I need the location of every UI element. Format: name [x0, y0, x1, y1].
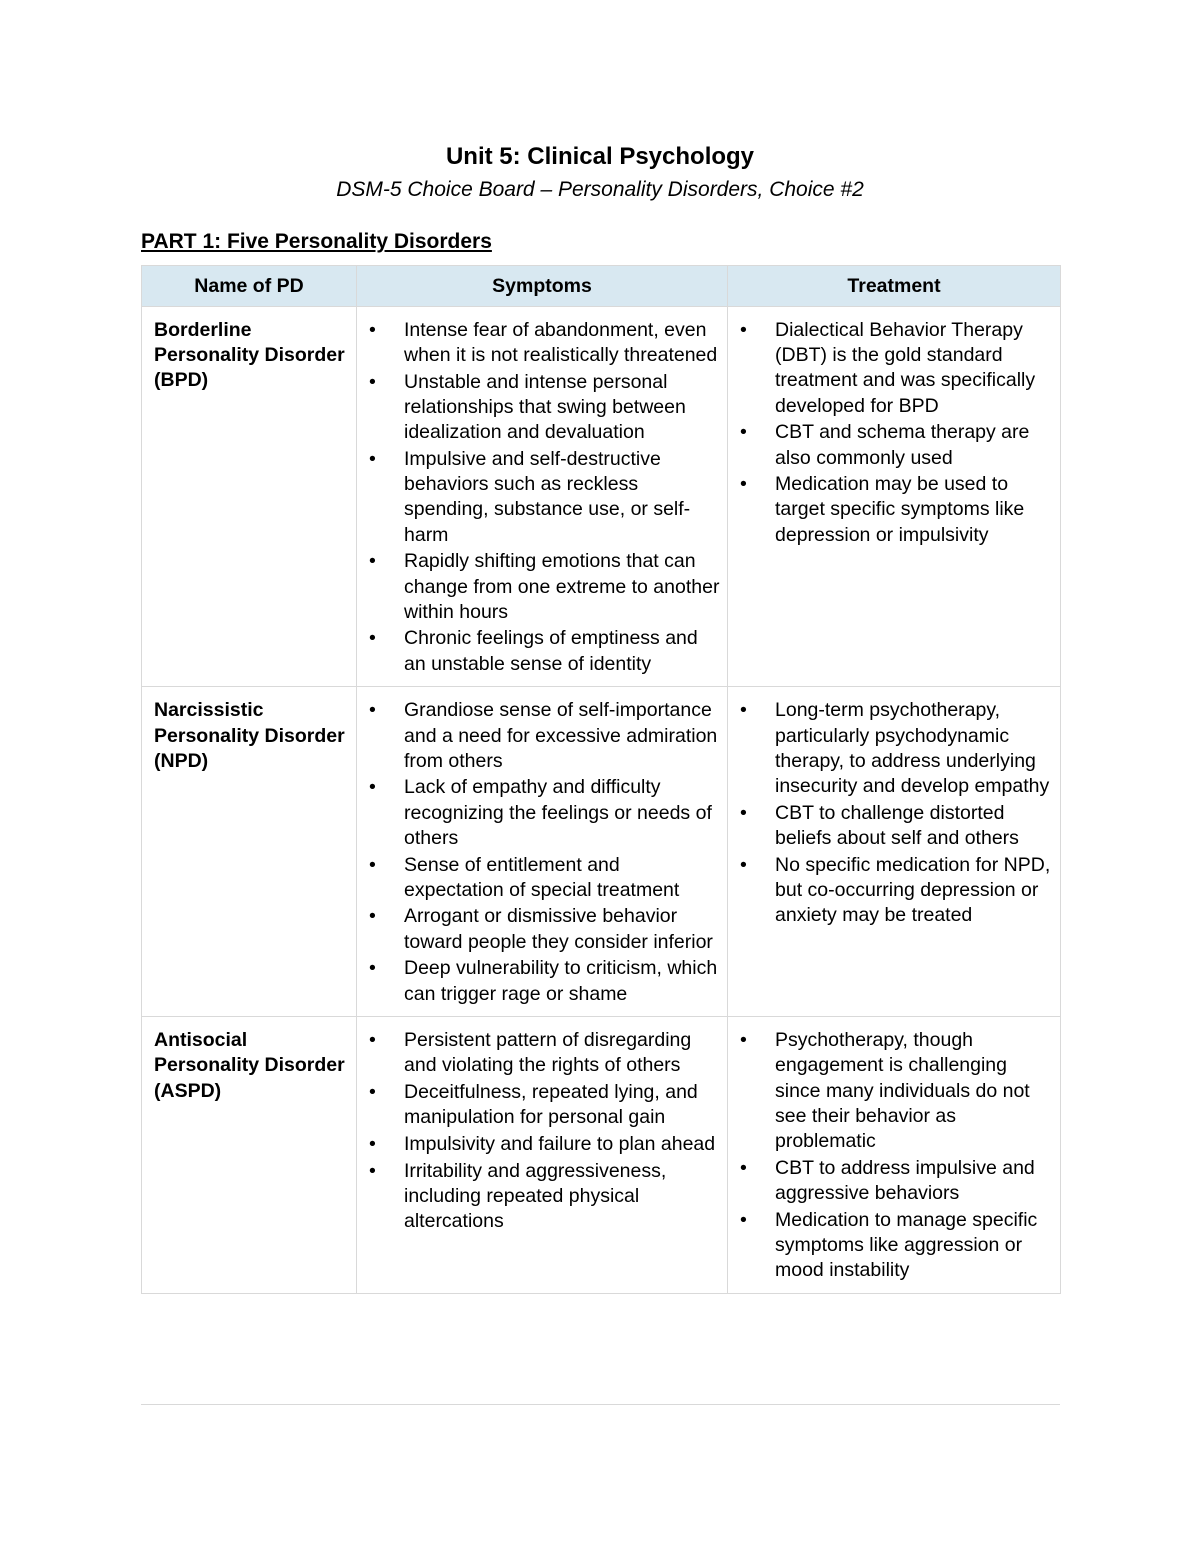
list-item: [367, 626, 721, 676]
treatment-cell: [728, 307, 1061, 687]
treatment-text: CBT to challenge distorted beliefs about self and others: [775, 801, 1019, 849]
document-subtitle: DSM-5 Choice Board – Personality Disorders, Choice #2: [336, 178, 864, 201]
list-item: [367, 1080, 721, 1130]
symptom-text: Chronic feelings of emptiness and an unstable sense of identity: [404, 627, 698, 675]
bullet-icon: •: [369, 853, 376, 876]
symptom-text: Sense of entitlement and expectation of special treatment: [404, 853, 680, 901]
pd-name-cell: [142, 687, 357, 1017]
bullet-icon: •: [369, 319, 376, 341]
bullet-icon: •: [369, 1081, 376, 1104]
list-item: [367, 1159, 721, 1235]
list-item: [367, 775, 721, 851]
treatment-list: [738, 698, 1054, 928]
bullet-icon: •: [740, 473, 747, 496]
list-item: [367, 447, 721, 548]
bullet-icon: •: [740, 319, 747, 341]
symptom-text: Impulsivity and failure to plan ahead: [404, 1133, 716, 1156]
list-item: [738, 1156, 1054, 1206]
part-heading: PART 1: Five Personality Disorders: [141, 230, 492, 253]
symptom-text: Rapidly shifting emotions that can change from one extreme to another within hours: [404, 550, 720, 623]
treatment-text: CBT and schema therapy are also commonly used: [775, 421, 1030, 469]
symptom-text: Unstable and intense personal relationships that swing between idealization and devaluation: [404, 370, 686, 444]
symptom-text: Impulsive and self-destructive behaviors such as reckless spending, substance use, or self-harm: [404, 448, 691, 546]
symptoms-cell: [357, 1017, 728, 1294]
treatment-text: Medication may be used to target specific symptoms like depression or impulsivity: [775, 473, 1025, 546]
list-item: [738, 698, 1054, 799]
treatment-cell: [728, 1017, 1061, 1294]
treatment-list: [738, 318, 1054, 548]
bullet-icon: •: [369, 699, 376, 722]
treatment-cell: [728, 687, 1061, 1017]
bullet-icon: •: [740, 1208, 747, 1231]
bullet-icon: •: [740, 1156, 747, 1179]
treatment-text: No specific medication for NPD, but co-occurring depression or anxiety may be treated: [775, 853, 1051, 926]
list-item: [738, 853, 1054, 929]
list-item: [367, 698, 721, 774]
list-item: [738, 801, 1054, 851]
pd-name-cell: [142, 1017, 357, 1294]
bullet-icon: •: [369, 957, 376, 980]
pd-name: Antisocial Personality Disorder (ASPD): [154, 1029, 345, 1102]
symptom-text: Grandiose sense of self-importance and a need for excessive admiration from others: [404, 699, 718, 772]
list-item: [738, 472, 1054, 548]
header-symptoms: Symptoms: [357, 266, 728, 307]
list-item: [367, 370, 721, 446]
bullet-icon: •: [740, 699, 747, 722]
list-item: [367, 956, 721, 1006]
bullet-icon: •: [369, 776, 376, 799]
list-item: [738, 1208, 1054, 1284]
list-item: [367, 904, 721, 954]
list-item: [738, 420, 1054, 470]
symptom-text: Persistent pattern of disregarding and violating the rights of others: [404, 1029, 692, 1077]
treatment-text: Dialectical Behavior Therapy (DBT) is the gold standard treatment and was specifically developed for BPD: [775, 319, 1036, 417]
bullet-icon: •: [740, 801, 747, 824]
bullet-icon: •: [740, 421, 747, 444]
symptom-text: Irritability and aggressiveness, including repeated physical altercations: [404, 1159, 667, 1233]
bullet-icon: •: [369, 370, 376, 393]
header-name-of-pd: Name of PD: [142, 266, 357, 307]
symptoms-cell: [357, 307, 728, 687]
list-item: [738, 318, 1054, 419]
treatment-text: CBT to address impulsive and aggressive behaviors: [775, 1156, 1035, 1204]
bullet-icon: •: [740, 1029, 747, 1052]
list-item: [367, 318, 721, 368]
list-item: [738, 1028, 1054, 1154]
table-body: [142, 307, 1061, 1294]
bullet-icon: •: [369, 627, 376, 650]
list-item: [367, 1028, 721, 1078]
bullet-icon: •: [369, 1133, 376, 1156]
document-title: Unit 5: Clinical Psychology: [445, 143, 755, 170]
treatment-text: Medication to manage specific symptoms like aggression or mood instability: [775, 1208, 1038, 1282]
treatment-text: Psychotherapy, though engagement is challenging since many individuals do not see their behavior as problematic: [775, 1029, 1030, 1153]
symptoms-list: [367, 318, 721, 677]
table-row: [142, 687, 1061, 1017]
bullet-icon: •: [369, 550, 376, 573]
personality-disorders-table: [141, 265, 1061, 1294]
bullet-icon: •: [369, 1029, 376, 1052]
bullet-icon: •: [369, 448, 376, 471]
bullet-icon: •: [369, 905, 376, 928]
symptom-text: Deep vulnerability to criticism, which can trigger rage or shame: [404, 957, 718, 1005]
pd-name: Borderline Personality Disorder (BPD): [154, 319, 345, 392]
list-item: [367, 1132, 721, 1157]
table-continuation-line: [141, 1404, 1060, 1405]
list-item: [367, 549, 721, 625]
bullet-icon: •: [740, 853, 747, 876]
symptom-text: Intense fear of abandonment, even when it is not realistically threatened: [404, 319, 718, 367]
symptom-text: Deceitfulness, repeated lying, and manipulation for personal gain: [404, 1081, 698, 1129]
symptoms-list: [367, 1028, 721, 1234]
symptom-text: Lack of empathy and difficulty recognizing the feelings or needs of others: [404, 776, 712, 849]
table-row: [142, 307, 1061, 687]
symptoms-cell: [357, 687, 728, 1017]
treatment-text: Long-term psychotherapy, particularly psychodynamic therapy, to address underlying insecurity and develop empathy: [775, 699, 1050, 797]
list-item: [367, 853, 721, 903]
pd-name: Narcissistic Personality Disorder (NPD): [154, 699, 345, 772]
table-row: [142, 1017, 1061, 1294]
symptom-text: Arrogant or dismissive behavior toward people they consider inferior: [404, 905, 713, 953]
treatment-list: [738, 1028, 1054, 1283]
header-treatment: Treatment: [728, 266, 1061, 307]
symptoms-list: [367, 698, 721, 1006]
table-header-row: [142, 266, 1061, 307]
bullet-icon: •: [369, 1159, 376, 1182]
pd-name-cell: [142, 307, 357, 687]
